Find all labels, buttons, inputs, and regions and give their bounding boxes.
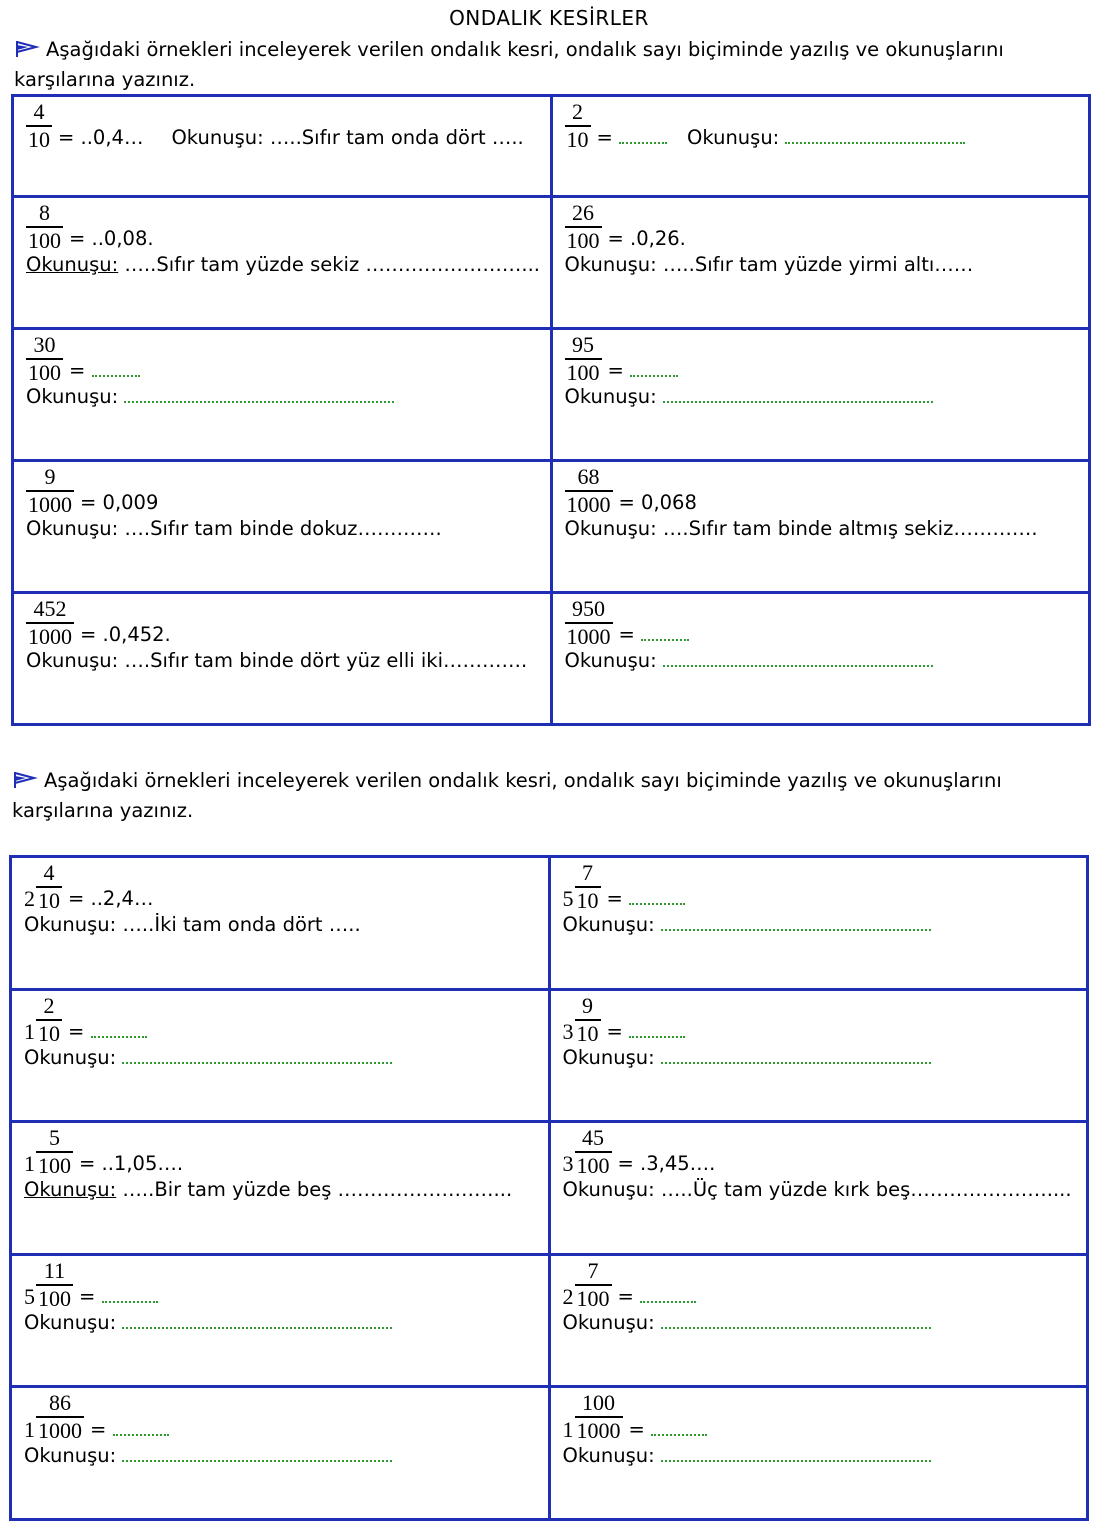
answer-blank[interactable] xyxy=(619,126,667,144)
fraction xyxy=(575,1391,623,1442)
fraction xyxy=(26,333,63,384)
whole-number: 3 xyxy=(562,1018,574,1044)
numerator: 2 xyxy=(572,99,583,124)
reading-blank[interactable] xyxy=(122,1046,392,1064)
fraction-cell xyxy=(551,197,1090,329)
fraction xyxy=(565,100,591,151)
reading-blank[interactable] xyxy=(663,649,933,667)
denominator: 100 xyxy=(566,228,600,254)
fraction xyxy=(575,1259,612,1310)
fraction xyxy=(26,597,74,648)
decimal-answer: = xyxy=(596,126,613,150)
fraction-cell xyxy=(11,989,550,1122)
fraction xyxy=(565,333,602,384)
fraction-cell xyxy=(11,1254,550,1387)
flag-icon xyxy=(14,40,40,58)
table-row xyxy=(11,857,1088,990)
denominator: 100 xyxy=(28,360,61,386)
decimal-answer: = 0,009 xyxy=(80,491,159,515)
instruction-text: Aşağıdaki örnekleri inceleyerek verilen ondalık kesri, ondalık sayı biçiminde yazılış ve okunuşlarını xyxy=(44,769,1002,792)
fraction xyxy=(36,1126,73,1177)
reading-label: Okunuşu: xyxy=(24,913,117,937)
denominator: 100 xyxy=(38,1153,71,1179)
reading-label: Okunuşu: xyxy=(564,385,657,409)
numerator: 2 xyxy=(43,992,55,1018)
whole-number: 1 xyxy=(562,1416,574,1442)
reading-text: ….Sıfır tam binde dokuz…………. xyxy=(124,517,442,541)
table-row xyxy=(13,96,1090,197)
numerator: 9 xyxy=(582,992,593,1018)
fraction xyxy=(565,597,613,648)
fraction xyxy=(565,465,613,516)
denominator: 10 xyxy=(38,888,60,914)
instruction-1 xyxy=(14,35,1089,95)
fractions-table-2 xyxy=(9,855,1089,1521)
denominator: 1000 xyxy=(566,624,611,650)
decimal-answer: = xyxy=(68,1019,85,1043)
reading-label: Okunuşu: xyxy=(564,517,657,541)
table-row xyxy=(13,197,1090,329)
fraction-cell xyxy=(551,329,1090,461)
whole-number: 1 xyxy=(24,1416,35,1442)
reading-blank[interactable] xyxy=(661,1046,931,1064)
reading-blank[interactable] xyxy=(661,1311,931,1329)
fraction xyxy=(575,994,601,1045)
decimal-answer: = xyxy=(617,1284,634,1308)
fraction-cell xyxy=(549,1387,1088,1520)
decimal-answer: = xyxy=(69,359,86,383)
denominator: 10 xyxy=(576,888,599,914)
table-row xyxy=(13,593,1090,725)
answer-blank[interactable] xyxy=(629,1020,685,1038)
decimal-answer: = 0,068 xyxy=(618,491,697,515)
numerator: 11 xyxy=(43,1257,66,1283)
fraction-cell xyxy=(551,461,1090,593)
table-row xyxy=(11,1387,1088,1520)
decimal-answer: = ..1,05…. xyxy=(79,1152,184,1176)
answer-blank[interactable] xyxy=(92,359,140,377)
numerator: 8 xyxy=(39,200,50,225)
answer-blank[interactable] xyxy=(91,1020,147,1038)
answer-blank[interactable] xyxy=(113,1418,169,1436)
numerator: 95 xyxy=(572,332,594,357)
fraction xyxy=(36,994,62,1045)
denominator: 10 xyxy=(28,127,50,153)
reading-label: Okunuşu: xyxy=(562,1045,655,1069)
fraction-cell xyxy=(13,461,552,593)
decimal-answer: = xyxy=(606,887,623,911)
numerator: 4 xyxy=(33,99,45,124)
answer-blank[interactable] xyxy=(651,1418,707,1436)
numerator: 452 xyxy=(33,596,67,621)
whole-number: 2 xyxy=(562,1283,574,1309)
numerator: 86 xyxy=(49,1390,71,1416)
fraction xyxy=(26,100,52,151)
reading-label: Okunuşu: xyxy=(562,1310,655,1334)
decimal-answer: = .0,26. xyxy=(607,227,686,251)
decimal-answer: = ..0,4… xyxy=(58,126,144,150)
fraction xyxy=(36,1259,73,1310)
numerator: 7 xyxy=(587,1257,599,1283)
reading-text: …..Sıfır tam yüzde sekiz ……………………... xyxy=(124,253,541,277)
reading-label: Okunuşu: xyxy=(26,517,119,541)
whole-number: 5 xyxy=(24,1283,35,1309)
denominator: 100 xyxy=(576,1285,610,1311)
numerator: 100 xyxy=(582,1390,615,1416)
reading-text: ….Sıfır tam binde dört yüz elli iki…………. xyxy=(124,649,528,673)
fraction-cell xyxy=(549,1122,1088,1255)
fraction xyxy=(575,1126,612,1177)
decimal-answer: = ..2,4… xyxy=(68,887,154,911)
decimal-answer: = xyxy=(628,1417,645,1441)
decimal-answer: = xyxy=(79,1284,96,1308)
instruction-text-2: karşılarına yazınız. xyxy=(12,799,194,822)
reading-label: Okunuşu: xyxy=(564,649,657,673)
numerator: 30 xyxy=(33,332,56,357)
whole-number: 2 xyxy=(24,886,35,912)
reading-blank[interactable] xyxy=(122,1444,392,1462)
reading-label: Okunuşu: xyxy=(564,253,657,277)
table-row xyxy=(11,989,1088,1122)
reading-blank[interactable] xyxy=(122,1311,392,1329)
denominator: 1000 xyxy=(28,624,72,650)
fraction-cell xyxy=(13,593,552,725)
fraction-cell xyxy=(551,96,1090,197)
numerator: 45 xyxy=(582,1125,604,1151)
page-title: ONDALIK KESİRLER xyxy=(449,6,649,30)
denominator: 100 xyxy=(566,360,600,386)
numerator: 26 xyxy=(572,200,594,225)
reading-text: …..Sıfır tam onda dört ….. xyxy=(269,126,524,150)
decimal-answer: = ..0,08. xyxy=(69,227,154,251)
answer-blank[interactable] xyxy=(640,1285,696,1303)
fraction-cell xyxy=(11,1387,550,1520)
reading-label: Okunuşu: xyxy=(24,1443,117,1467)
fraction-cell xyxy=(13,197,552,329)
reading-label: Okunuşu: xyxy=(562,913,655,937)
reading-label: Okunuşu: xyxy=(687,126,780,150)
reading-label: Okunuşu: xyxy=(24,1045,117,1069)
denominator: 100 xyxy=(28,228,61,254)
table-row xyxy=(11,1122,1088,1255)
denominator: 1000 xyxy=(576,1418,621,1444)
denominator: 1000 xyxy=(566,492,611,518)
reading-label: Okunuşu: xyxy=(171,126,264,150)
reading-label: Okunuşu: xyxy=(26,253,119,277)
fraction-cell xyxy=(549,1254,1088,1387)
fraction-cell xyxy=(11,857,550,990)
decimal-answer: = xyxy=(607,359,624,383)
reading-label: Okunuşu: xyxy=(562,1443,655,1467)
reading-label: Okunuşu: xyxy=(26,649,119,673)
table-row xyxy=(13,461,1090,593)
numerator: 9 xyxy=(44,464,56,489)
fraction xyxy=(565,201,602,252)
numerator: 4 xyxy=(43,860,55,885)
decimal-answer: = .3,45…. xyxy=(617,1152,716,1176)
reading-blank[interactable] xyxy=(663,385,933,403)
denominator: 10 xyxy=(576,1020,599,1046)
fractions-table-1 xyxy=(11,94,1091,726)
reading-text: ….Sıfır tam binde altmış sekiz…………. xyxy=(662,517,1038,541)
numerator: 950 xyxy=(572,596,605,621)
fraction xyxy=(575,861,601,912)
denominator: 100 xyxy=(576,1153,610,1179)
fraction-cell xyxy=(13,96,552,197)
reading-label: Okunuşu: xyxy=(26,385,119,409)
fraction-cell xyxy=(549,857,1088,990)
fraction xyxy=(26,201,63,252)
decimal-answer: = xyxy=(90,1417,107,1441)
numerator: 5 xyxy=(49,1125,60,1151)
answer-blank[interactable] xyxy=(102,1285,158,1303)
answer-blank[interactable] xyxy=(630,359,678,377)
reading-text: …..Sıfır tam yüzde yirmi altı…… xyxy=(662,253,974,277)
numerator: 68 xyxy=(577,464,600,489)
table-row xyxy=(11,1254,1088,1387)
fraction-cell xyxy=(13,329,552,461)
table-row xyxy=(13,329,1090,461)
fraction-cell xyxy=(551,593,1090,725)
decimal-answer: = xyxy=(618,623,635,647)
whole-number: 1 xyxy=(24,1151,35,1177)
denominator: 1000 xyxy=(38,1418,82,1444)
decimal-answer: = .0,452. xyxy=(80,623,171,647)
reading-blank[interactable] xyxy=(661,1444,931,1462)
instruction-text-2: karşılarına yazınız. xyxy=(14,68,196,91)
whole-number: 5 xyxy=(562,886,574,912)
reading-label: Okunuşu: xyxy=(24,1178,117,1202)
reading-blank[interactable] xyxy=(785,126,965,144)
denominator: 1000 xyxy=(28,492,72,518)
fraction xyxy=(26,465,74,516)
fraction-cell xyxy=(11,1122,550,1255)
reading-text: …..Bir tam yüzde beş ……………………... xyxy=(122,1178,513,1202)
answer-blank[interactable] xyxy=(641,623,689,641)
reading-text: …..İki tam onda dört ….. xyxy=(122,913,361,937)
fraction-cell xyxy=(549,989,1088,1122)
instruction-2 xyxy=(12,766,1087,826)
decimal-answer: = xyxy=(606,1019,623,1043)
answer-blank[interactable] xyxy=(629,887,685,905)
denominator: 100 xyxy=(38,1285,71,1311)
numerator: 7 xyxy=(582,860,593,885)
reading-text: …..Üç tam yüzde kırk beş………………….... xyxy=(660,1178,1072,1202)
whole-number: 3 xyxy=(562,1151,574,1177)
fraction xyxy=(36,861,62,912)
whole-number: 1 xyxy=(24,1018,35,1044)
denominator: 10 xyxy=(566,127,589,153)
instruction-text: Aşağıdaki örnekleri inceleyerek verilen ondalık kesri, ondalık sayı biçiminde yazılış ve okunuşlarını xyxy=(46,38,1004,61)
reading-label: Okunuşu: xyxy=(24,1310,117,1334)
reading-blank[interactable] xyxy=(124,385,394,403)
reading-label: Okunuşu: xyxy=(562,1178,655,1202)
denominator: 10 xyxy=(38,1020,60,1046)
fraction xyxy=(36,1391,84,1442)
flag-icon xyxy=(12,771,38,789)
reading-blank[interactable] xyxy=(661,913,931,931)
